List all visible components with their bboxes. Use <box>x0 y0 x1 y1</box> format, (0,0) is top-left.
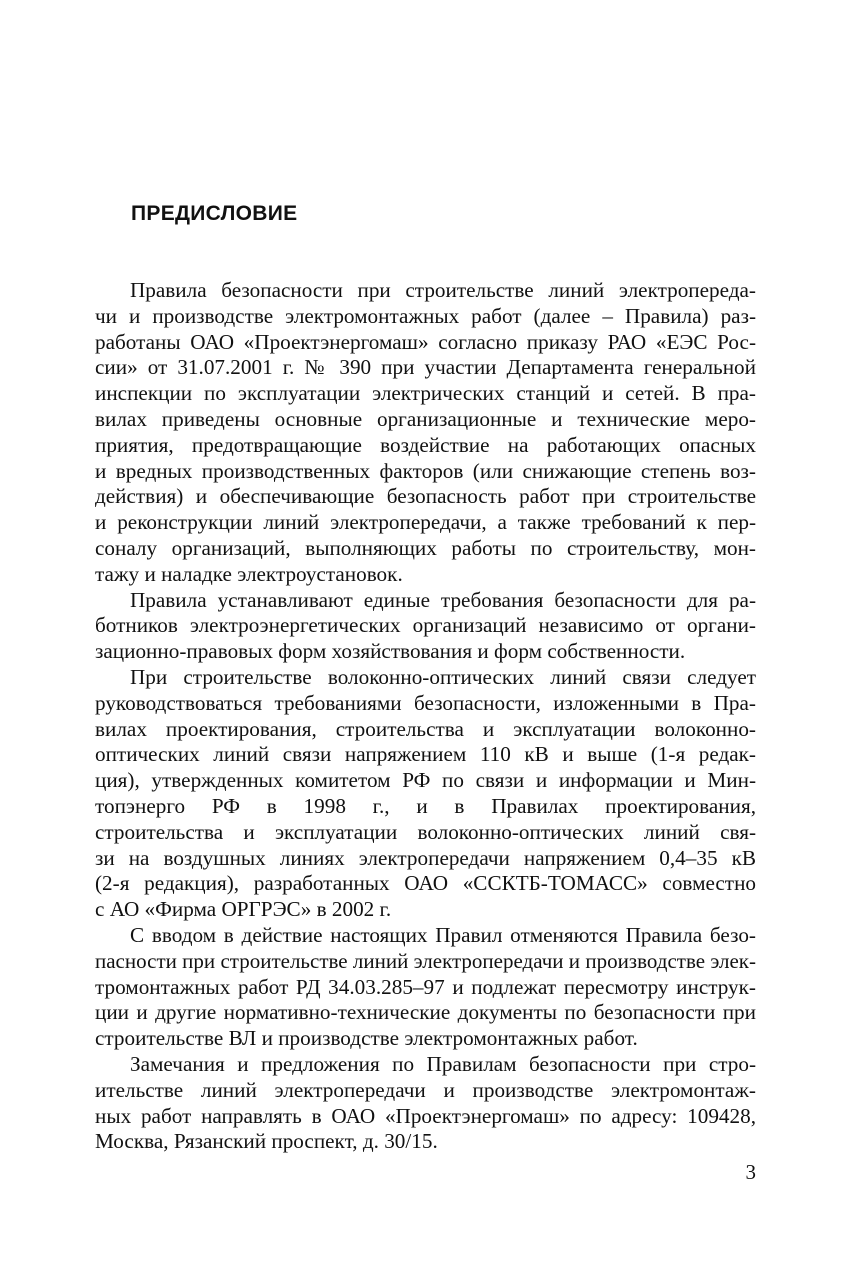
text-line: Москва, Рязанский проспект, д. 30/15. <box>95 1129 438 1154</box>
text-line: чи и производстве электромонтажных работ (далее – Правила) раз- <box>95 303 756 328</box>
text-line: Замечания и предложения по Правилам безопасности при стро- <box>130 1051 756 1076</box>
text-line: строительства и эксплуатации волоконно-оптических линий свя- <box>95 819 756 844</box>
text-line: вилах приведены основные организационные и технические меро- <box>95 406 756 431</box>
text-line: ительстве линий электропередачи и производстве электромонтаж- <box>95 1077 756 1102</box>
text-line: и вредных производственных факторов (или снижающие степень воз- <box>95 458 756 483</box>
paragraph-2 <box>95 588 756 665</box>
text-line: ции и другие нормативно-технические документы по безопасности при <box>95 1000 756 1025</box>
text-line: руководствоваться требованиями безопасности, изложенными в Пра- <box>95 690 756 715</box>
text-line: тажу и наладке электроустановок. <box>95 561 403 586</box>
text-line: инспекции по эксплуатации электрических станций и сетей. В пра- <box>95 381 756 406</box>
text-line: Правила устанавливают единые требования безопасности для ра- <box>130 587 756 612</box>
text-line: Правила безопасности при строительстве линий электропереда- <box>130 278 756 302</box>
text-line: тромонтажных работ РД 34.03.285–97 и подлежат пересмотру инструк- <box>95 974 756 999</box>
paragraph-1 <box>95 278 756 588</box>
text-line: сии» от 31.07.2001 г. № 390 при участии Департамента генеральной <box>95 355 756 380</box>
page-number: 3 <box>745 1160 756 1184</box>
paragraph-3 <box>95 665 756 923</box>
text-line: ботников электроэнергетических организаций независимо от органи- <box>95 613 756 638</box>
text-line: При строительстве волоконно-оптических линий связи следует <box>130 664 756 689</box>
text-line: действия) и обеспечивающие безопасность работ при строительстве <box>95 484 756 509</box>
text-line: пасности при строительстве линий электропередачи и производстве элек- <box>95 948 756 973</box>
text-line: топэнерго РФ в 1998 г., и в Правилах проектирования, <box>95 793 756 818</box>
text-line: строительстве ВЛ и производстве электромонтажных работ. <box>95 1026 638 1051</box>
page-heading: ПРЕДИСЛОВИЕ <box>131 202 298 225</box>
text-line: с АО «Фирма ОРГРЭС» в 2002 г. <box>95 897 392 922</box>
text-line: соналу организаций, выполняющих работы по строительству, мон- <box>95 535 756 560</box>
text-line: зи на воздушных линиях электропередачи напряжением 0,4–35 кВ <box>95 845 756 870</box>
text-line: вилах проектирования, строительства и эксплуатации волоконно- <box>95 716 756 741</box>
body-text <box>95 278 756 1155</box>
text-line: работаны ОАО «Проектэнергомаш» согласно приказу РАО «ЕЭС Рос- <box>95 329 756 354</box>
text-line: ных работ направлять в ОАО «Проектэнергомаш» по адресу: 109428, <box>95 1103 756 1128</box>
paragraph-5 <box>95 1052 756 1155</box>
text-line: (2-я редакция), разработанных ОАО «ССКТБ-ТОМАСС» совместно <box>95 871 756 896</box>
text-line: ция), утвержденных комитетом РФ по связи и информации и Мин- <box>95 768 756 793</box>
text-line: оптических линий связи напряжением 110 кВ и выше (1-я редак- <box>95 742 756 767</box>
text-line: и реконструкции линий электропередачи, а также требований к пер- <box>95 510 756 535</box>
text-line: С вводом в действие настоящих Правил отменяются Правила безо- <box>130 922 756 947</box>
paragraph-4 <box>95 923 756 1052</box>
text-line: приятия, предотвращающие воздействие на работающих опасных <box>95 432 756 457</box>
text-line: зационно-правовых форм хозяйствования и форм собственности. <box>95 639 686 664</box>
